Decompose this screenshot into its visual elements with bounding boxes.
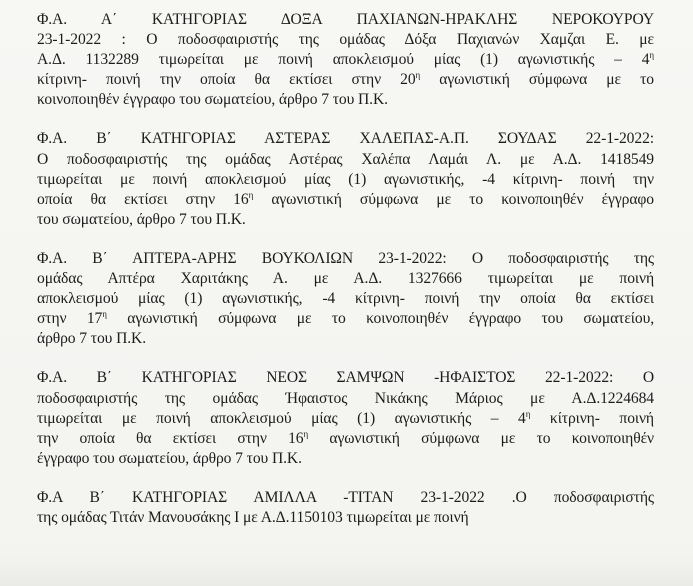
line-text: κίτρινη- ποινή την οποία θα εκτίσει στην 20 (37, 71, 416, 89)
text-line (37, 70, 654, 90)
ordinal-superscript: η (303, 428, 309, 439)
penalty-paragraph (37, 368, 654, 468)
line-text-continued: κίτρινη- ποινή (530, 409, 654, 427)
text-line (37, 368, 654, 388)
line-text: Φ.Α. Β΄ ΑΠΤΕΡΑ-ΑΡΗΣ ΒΟΥΚΟΛΙΩΝ 23-1-2022: Ο ποδοσφαιριστής της (37, 249, 654, 267)
text-line (37, 429, 654, 449)
text-line (37, 508, 654, 528)
ordinal-superscript: η (248, 189, 254, 200)
penalty-paragraph (37, 249, 654, 349)
line-text: άρθρο 7 του Π.Κ. (37, 330, 146, 348)
line-text: Φ.Α Β΄ ΚΑΤΗΓΟΡΙΑΣ ΑΜΙΛΛΑ -ΤΙΤΑΝ 23-1-2022 .Ο ποδοσφαιριστής (37, 488, 654, 506)
penalty-paragraph (37, 488, 654, 528)
text-line (37, 449, 654, 469)
text-line (37, 269, 654, 289)
ordinal-superscript: η (415, 70, 421, 81)
line-text: οποία θα εκτίσει στην 16 (37, 190, 249, 208)
line-text: ομάδας Απτέρα Χαριτάκης Α. με Α.Δ. 1327666 τιμωρείται με ποινή (37, 270, 654, 288)
line-text: Φ.Α. Β΄ ΚΑΤΗΓΟΡΙΑΣ ΝΕΟΣ ΣΑΜΨΩΝ -ΗΦΑΙΣΤΟΣ 22-1-2022: Ο (37, 369, 654, 387)
line-text: Ο ποδοσφαιριστής της ομάδας Αστέρας Χαλέπα Λαμάι Λ. με Α.Δ. 1418549 (37, 150, 654, 168)
text-line (37, 210, 654, 230)
line-text: στην 17 (37, 310, 103, 328)
document-body (37, 10, 654, 547)
text-line (37, 150, 654, 170)
text-line (37, 289, 654, 309)
line-text: κοινοποιηθέν έγγραφο του σωματείου, άρθρο 7 του Π.Κ. (37, 91, 388, 109)
text-line (37, 170, 654, 190)
line-text-continued: αγωνιστική σύμφωνα με το κοινοποιηθέν (308, 429, 655, 447)
penalty-paragraph (37, 10, 654, 110)
line-text-continued: αγωνιστική σύμφωνα με το κοινοποιηθέν έγγραφο του σωματείου, (106, 310, 654, 328)
page-bottom-shade (0, 556, 693, 586)
text-line (37, 129, 654, 149)
line-text: αποκλεισμού μίας (1) αγωνιστικής, -4 κίτρινη- ποινή την οποία θα εκτίσει (37, 290, 654, 308)
text-line (37, 389, 654, 409)
line-text: έγγραφο του σωματείου, άρθρο 7 του Π.Κ. (37, 449, 302, 467)
ordinal-superscript: η (102, 309, 107, 320)
line-text: Φ.Α. Α΄ ΚΑΤΗΓΟΡΙΑΣ ΔΟΞΑ ΠΑΧΙΑΝΩΝ-ΗΡΑΚΛΗΣ ΝΕΡΟΚΟΥΡΟΥ (37, 11, 654, 28)
text-line (37, 50, 654, 70)
line-text: Φ.Α. Β΄ ΚΑΤΗΓΟΡΙΑΣ ΑΣΤΕΡΑΣ ΧΑΛΕΠΑΣ-Α.Π. ΣΟΥΔΑΣ 22-1-2022: (37, 130, 654, 148)
line-text: του σωματείου, άρθρο 7 του Π.Κ. (37, 210, 246, 228)
line-text: την οποία θα εκτίσει στην 16 (37, 429, 304, 447)
ordinal-superscript: η (649, 50, 654, 61)
line-text: τιμωρείται με ποινή αποκλεισμού μίας (1) αγωνιστικής – 4 (37, 409, 526, 427)
penalty-paragraph (37, 129, 654, 229)
ordinal-superscript: η (525, 408, 531, 419)
text-line (37, 190, 654, 210)
line-text: 23-1-2022 : Ο ποδοσφαιριστής της ομάδας Δόξα Παχιανών Χαμζαι Ε. με (37, 31, 654, 49)
text-line (37, 30, 654, 50)
text-line (37, 90, 654, 110)
text-line (37, 488, 654, 508)
line-text: τιμωρείται με ποινή αποκλεισμού μίας (1) αγωνιστικής, -4 κίτρινη- ποινή την (37, 170, 654, 188)
line-text-continued: αγωνιστική σύμφωνα με το κοινοποιηθέν έγγραφο (253, 190, 654, 208)
text-line (37, 329, 654, 349)
text-line (37, 249, 654, 269)
text-line (37, 409, 654, 429)
text-line (37, 309, 654, 329)
line-text: Α.Δ. 1132289 τιμωρείται με ποινή αποκλεισμού μίας (1) αγωνιστικής – 4 (37, 51, 650, 69)
text-line (37, 10, 654, 30)
line-text-continued: αγωνιστική σύμφωνα με το (420, 71, 654, 89)
line-text: ποδοσφαιριστής της ομάδας Ήφαιστος Νικάκης Μάριος με Α.Δ.1224684 (37, 389, 654, 407)
line-text: της ομάδας Τιτάν Μανουσάκης Ι με Α.Δ.1150103 τιμωρείται με ποινή (37, 508, 469, 526)
